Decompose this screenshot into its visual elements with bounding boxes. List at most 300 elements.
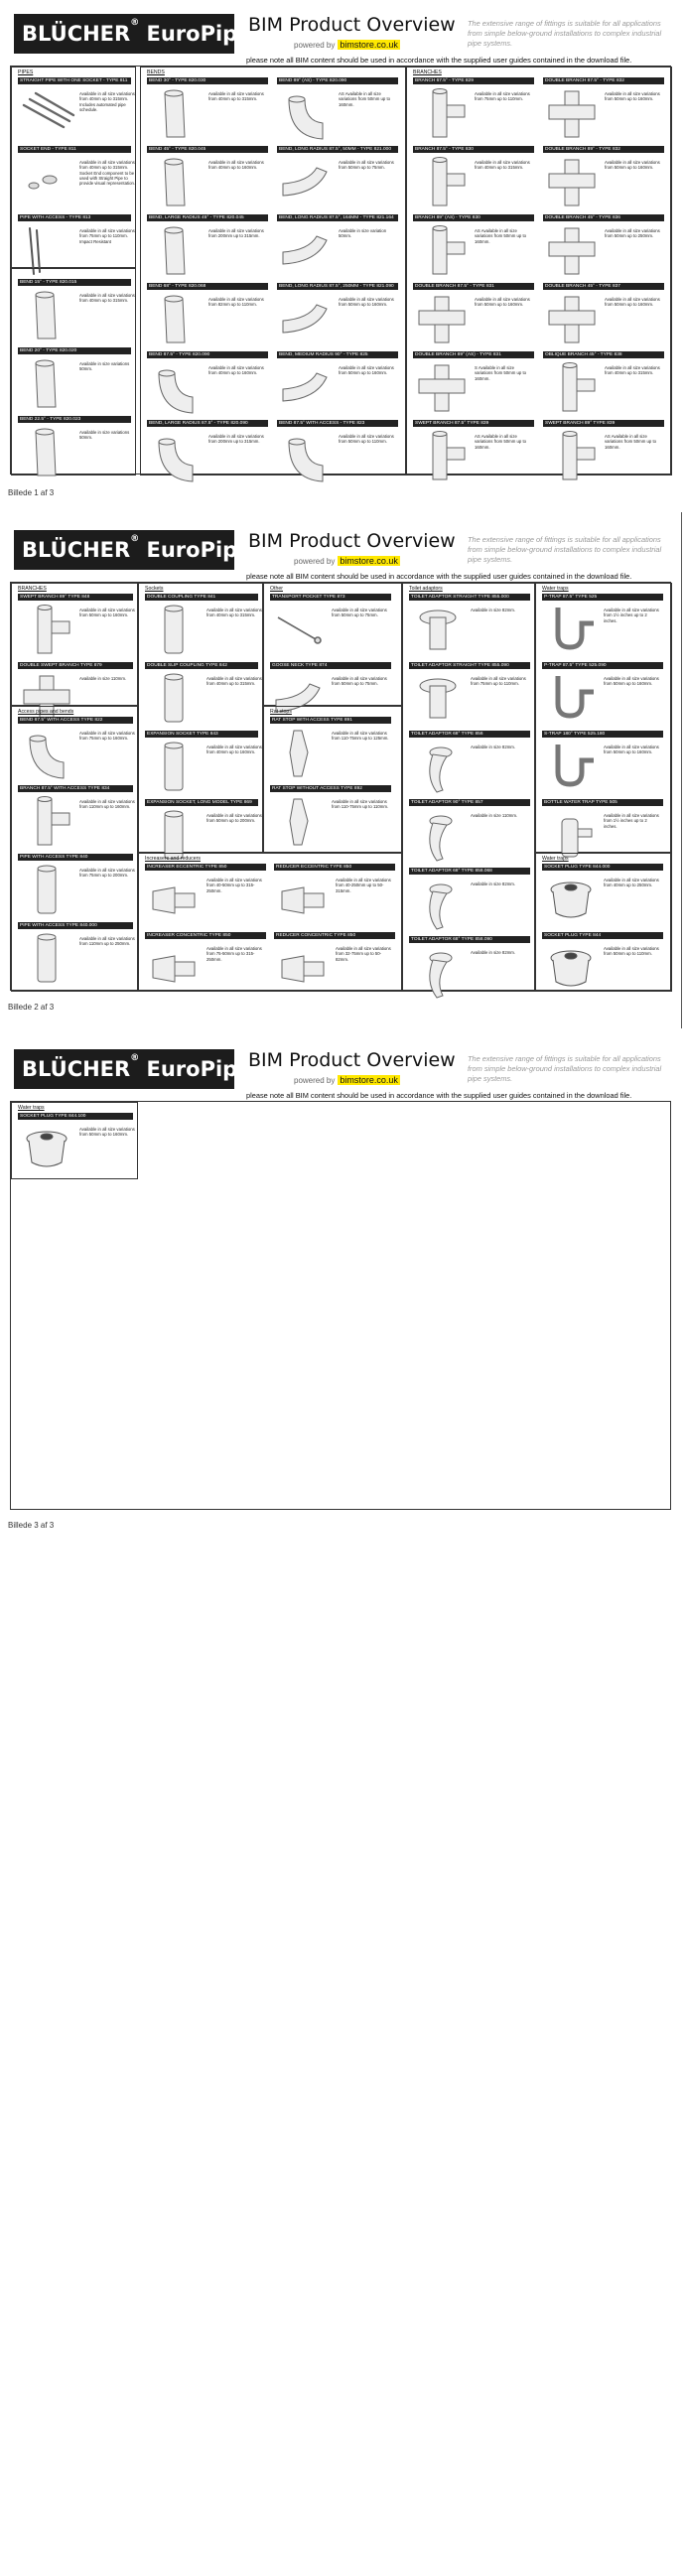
reducer-icon [147, 874, 203, 927]
product-item[interactable] [277, 214, 403, 280]
product-label: TOILET ADAPTOR STRAIGHT TYPE 855.000 [409, 594, 530, 601]
bend-icon [20, 357, 75, 411]
toilet-adaptor-icon [411, 672, 467, 726]
usage-note: please note all BIM content should be used in accordance with the supplied user guides contained in the download file. [246, 56, 632, 65]
product-item[interactable] [18, 854, 135, 919]
page-footer: Billede 3 af 3 [8, 1521, 55, 1530]
product-label: BEND 87.5° WITH ACCESS TYPE 822 [18, 717, 133, 724]
product-item[interactable] [543, 146, 669, 211]
product-description: Available in all size variations from 82mm up to 110mm. [208, 297, 264, 308]
usage-note: please note all BIM content should be used in accordance with the supplied user guides contained in the download file. [246, 572, 632, 581]
product-description: Available in all size variations from 50mm up to 160mm. [604, 745, 659, 755]
product-label: PIPE WITH ACCESS - TYPE 813 [18, 214, 131, 221]
product-label: BEND 22.5° - TYPE 820.023 [18, 416, 131, 423]
section-heading: Water traps [18, 1105, 45, 1111]
powered-by [294, 556, 400, 566]
product-description: Available in all size variations from 50mm up to 160mm. [79, 608, 135, 618]
socket-end-icon [20, 156, 75, 209]
reducer-icon [147, 942, 203, 996]
product-label: TOILET ADAPTOR 68° TYPE 856 [409, 731, 530, 738]
product-label: SWEPT BRANCH 89° TYPE 848 [18, 594, 133, 601]
socket-plug-icon [544, 874, 600, 927]
product-description: Available in size variations 50mm. [79, 430, 130, 441]
product-section [535, 853, 672, 992]
socket-plug-icon [20, 1123, 75, 1176]
product-label: SWEPT BRANCH 89° TYPE 839 [543, 420, 664, 427]
product-label: TOILET ADAPTOR 68° TYPE 858.068 [409, 868, 530, 875]
product-label: DOUBLE BRANCH 87.5° - TYPE 832 [543, 77, 664, 84]
product-item[interactable] [270, 717, 397, 782]
product-description: Available in size variation 50mm. [339, 228, 387, 239]
product-description: Available in size 110mm. [471, 813, 518, 818]
product-label: S-TRAP 180° TYPE 525.180 [542, 731, 663, 738]
product-grid [10, 66, 671, 475]
product-description: Available in all size variations from 75-50mm up to 315-250mm. [206, 946, 262, 962]
product-item[interactable] [145, 864, 270, 929]
product-item[interactable] [18, 717, 135, 782]
product-label: BOTTLE WATER TRAP TYPE 505 [542, 799, 663, 806]
product-label: DOUBLE BRANCH 45° - TYPE 837 [543, 283, 664, 290]
product-item[interactable] [542, 864, 669, 929]
product-description: Available in all size variations from 110-75mm up to 125mm. [332, 731, 389, 742]
product-label: TRANSPORT POCKET TYPE 873 [270, 594, 391, 601]
branch-icon [415, 430, 471, 483]
bend-icon [149, 293, 205, 346]
product-label: DOUBLE BRANCH 87.5° - TYPE 831 [413, 283, 534, 290]
section-heading: Toilet adaptors [409, 586, 443, 592]
product-description: AS Available in all size variations from 50mm up to 160mm. [339, 91, 391, 107]
product-item[interactable] [542, 731, 669, 796]
product-item[interactable] [277, 351, 403, 417]
product-label: BEND 15° - TYPE 820.015 [18, 279, 131, 286]
section-heading: Water traps [542, 586, 569, 592]
page-separator [681, 512, 682, 1028]
product-item[interactable] [145, 662, 260, 728]
product-item[interactable] [18, 922, 135, 988]
socket-icon [20, 932, 75, 986]
powered-by-label: powered by [294, 41, 336, 50]
product-description: Available in all size variations from 40mm up to 160mm. [208, 160, 264, 171]
long-bend-icon [279, 293, 335, 346]
product-item[interactable] [147, 420, 273, 485]
product-description: Available in all size variations from 75mm up to 110mm. [471, 676, 526, 687]
product-item[interactable] [145, 731, 260, 796]
bend-icon [149, 224, 205, 278]
product-item[interactable] [274, 932, 399, 998]
logo-product: EuroPipe [146, 22, 252, 46]
product-item[interactable] [277, 420, 403, 485]
product-description: AS Available in all size variations from 50mm up to 160mm. [605, 434, 657, 450]
product-item[interactable] [18, 594, 135, 659]
product-description: Available in all size variations from 50mm up to 160mm. [604, 676, 659, 687]
product-description: Available in all size variations from 50mm up to 75mm. [339, 160, 394, 171]
bimstore-logo[interactable]: bimstore.co.uk [340, 1075, 398, 1085]
product-label: DOUBLE BRANCH 89° - TYPE 832 [543, 146, 664, 153]
product-item[interactable] [543, 214, 669, 280]
product-description: Available in all size variations from 40mm up to 315mm. [208, 91, 264, 102]
product-label: DOUBLE SLIP COUPLING TYPE 842 [145, 662, 258, 669]
cross-icon [415, 361, 471, 415]
product-label: BRANCH 87.5° - TYPE 830 [413, 146, 534, 153]
product-label: RAT STOP WITHOUT ACCESS TYPE 892 [270, 785, 391, 792]
product-label: INCREASER CONCENTRIC TYPE 850 [145, 932, 266, 939]
page-title: BIM Product Overview [248, 14, 456, 36]
product-section [140, 67, 406, 475]
product-description: Available in all size variations from 40-50mm up to 315-250mm. [206, 878, 262, 893]
header-description: The extensive range of fittings is suitable for all applications from simple below-ground installations to complex industrial pipe systems. [468, 535, 662, 564]
product-item[interactable] [147, 351, 273, 417]
product-item[interactable] [277, 146, 403, 211]
cross-icon [545, 156, 601, 209]
logo-name: BLÜCHER [22, 22, 131, 46]
page-footer: Billede 2 af 3 [8, 1003, 55, 1012]
product-description: AS Available in all size variations from 50mm up to 160mm. [475, 228, 527, 244]
socket-icon [147, 741, 203, 794]
product-description: Available in size 82mm. [471, 881, 516, 886]
product-item[interactable] [18, 146, 136, 211]
product-description: Available in all size variations from 40mm up to 160mm. [206, 745, 262, 755]
cross-icon [545, 293, 601, 346]
product-label: BEND 68° - TYPE 820.068 [147, 283, 268, 290]
rat-stop-icon [272, 727, 328, 780]
powered-by [294, 1075, 400, 1085]
product-label: PIPE WITH ACCESS TYPE 840 [18, 854, 133, 861]
section-heading: Water traps [542, 856, 569, 862]
product-grid [10, 582, 671, 991]
logo-name: BLÜCHER [22, 538, 131, 562]
product-label: BRANCH 89° (AS) - TYPE 830 [413, 214, 534, 221]
logo-registered: ® [130, 1053, 140, 1063]
trap-icon [544, 672, 600, 726]
product-item[interactable] [277, 283, 403, 348]
product-description: Available in all size variations from 50mm up to 200mm. [206, 813, 262, 824]
product-item[interactable] [409, 594, 532, 659]
product-label: PIPE WITH ACCESS TYPE 840.000 [18, 922, 133, 929]
elbow-icon [149, 361, 205, 415]
header-description: The extensive range of fittings is suitable for all applications from simple below-ground installations to complex industrial pipe systems. [468, 19, 662, 48]
product-description: Available in all size variations from 1½ inches up to 2 inches. [604, 608, 659, 623]
product-label: BEND 87.5° - TYPE 820.090 [147, 351, 268, 358]
product-item[interactable] [543, 77, 669, 143]
product-description: Available in all size variations from 110-75mm up to 110mm. [332, 799, 389, 810]
toilet-bend-icon [411, 878, 467, 931]
product-description: Available in all size variations from 32-75mm up to 50-82mm. [336, 946, 391, 962]
transport-pocket-icon [272, 604, 328, 657]
section-heading: Sockets [145, 586, 164, 592]
cross-icon [415, 293, 471, 346]
branch-icon [20, 604, 75, 657]
product-section [11, 1102, 138, 1179]
product-section [406, 67, 672, 475]
product-section [11, 67, 136, 268]
rat-stop-icon [272, 795, 328, 849]
product-item[interactable] [409, 799, 532, 865]
product-label: GOOSE NECK TYPE 874 [270, 662, 391, 669]
product-item[interactable] [542, 662, 669, 728]
product-section [263, 583, 402, 706]
product-label: BEND, LARGE RADIUS 45° - TYPE 820.045 [147, 214, 268, 221]
product-item[interactable] [413, 420, 539, 485]
product-description: Available in all size variations from 1½ inches up to 2 inches. [604, 813, 659, 829]
product-item[interactable] [409, 868, 532, 933]
product-item[interactable] [270, 594, 397, 659]
powered-by-label: powered by [294, 557, 336, 566]
catalog-page [0, 0, 685, 508]
product-item[interactable] [409, 936, 532, 1002]
product-item[interactable] [18, 279, 133, 344]
product-label: P-TRAP 87.5° TYPE 525.090 [542, 662, 663, 669]
trap-icon [544, 604, 600, 657]
product-label: REDUCER ECCENTRIC TYPE 850 [274, 864, 395, 871]
socket-icon [147, 672, 203, 726]
product-section [263, 706, 402, 853]
product-description: Available in all size variations from 40mm up to 315mm. [475, 160, 530, 171]
branch-icon [20, 795, 75, 849]
reducer-icon [276, 874, 332, 927]
brand-logo [14, 1049, 252, 1089]
product-description: AS Available in all size variations from 50mm up to 160mm. [475, 434, 527, 450]
product-label: BEND 30° - TYPE 820.030 [147, 77, 268, 84]
product-item[interactable] [543, 283, 669, 348]
logo-registered: ® [130, 534, 140, 544]
product-description: Available in all size variations from 50mm up to 160mm. [475, 297, 530, 308]
product-item[interactable] [413, 146, 539, 211]
product-description: Available in all size variations from 110mm up to 160mm. [79, 799, 135, 810]
product-description: Available in all size variations from 50mm up to 160mm. [339, 365, 394, 376]
product-label: TOILET ADAPTOR 90° TYPE 857 [409, 799, 530, 806]
powered-by-label: powered by [294, 1076, 336, 1085]
product-label: DOUBLE SWEPT BRANCH TYPE 879 [18, 662, 133, 669]
product-description: Available in all size variations from 50mm up to 160mm. [605, 160, 660, 171]
cross-icon [545, 87, 601, 141]
product-item[interactable] [543, 351, 669, 417]
bend-icon [20, 289, 75, 342]
product-description: Available in all size variations from 200mm up to 315mm. [208, 434, 264, 445]
page-title: BIM Product Overview [248, 530, 456, 552]
trap-icon [544, 741, 600, 794]
section-heading: BRANCHES [18, 586, 47, 592]
toilet-bend-icon [411, 946, 467, 1000]
product-description: Available in all size variations from 50mm up to 160mm. [339, 297, 394, 308]
product-description: Available in size variations 50mm. [79, 361, 130, 372]
product-description: Available in all size variations from 50mm up to 110mm. [604, 946, 659, 957]
product-label: P-TRAP 87.5° TYPE 525 [542, 594, 663, 601]
product-description: Available in size 82mm. [471, 950, 516, 955]
straight-pipes-icon [20, 87, 75, 141]
product-label: BEND, LONG RADIUS 87.5°, 50MM - TYPE 821.000 [277, 146, 398, 153]
product-label: BEND 20° - TYPE 820.020 [18, 347, 131, 354]
product-item[interactable] [542, 594, 669, 659]
product-label: BEND, MEDIUM RADIUS 90° - TYPE 825 [277, 351, 398, 358]
product-item[interactable] [147, 77, 273, 143]
logo-product: EuroPipe [146, 538, 252, 562]
product-section [138, 583, 263, 853]
elbow-icon [149, 430, 205, 483]
product-item[interactable] [413, 283, 539, 348]
logo-name: BLÜCHER [22, 1057, 131, 1081]
section-heading: PIPES [18, 69, 34, 75]
long-bend-icon [279, 224, 335, 278]
brand-logo [14, 14, 252, 54]
branch-icon [415, 156, 471, 209]
product-label: STRAIGHT PIPE WITH ONE SOCKET - TYPE 811 [18, 77, 131, 84]
section-heading: Other [270, 586, 283, 592]
product-item[interactable] [147, 283, 273, 348]
product-description: Available in all size variations from 40mm up to 160mm. [208, 365, 264, 376]
product-description: Available in all size variations from 50mm up to 160mm. [605, 91, 660, 102]
bimstore-logo[interactable]: bimstore.co.uk [340, 40, 398, 50]
product-description: Available in size 82mm. [471, 608, 516, 612]
product-description: Available in all size variations from 40mm up to 315mm. [206, 608, 262, 618]
product-description: Available in all size variations from 40mm up to 315mm. Includes automated pipe schedule. [79, 91, 135, 112]
product-description: Available in all size variations from 75mm up to 200mm. [79, 868, 135, 879]
branch-icon [545, 361, 601, 415]
product-description: Available in all size variations from 40mm up to 315mm. Socket End component to be used with Straight Pipe to provide visual representation. [79, 160, 136, 187]
product-label: SOCKET PLUG TYPE 844 [542, 932, 663, 939]
product-description: Available in all size variations from 50mm up to 75mm. [332, 608, 387, 618]
product-description: Available in size 82mm. [471, 745, 516, 749]
product-description: Available in all size variations from 40mm up to 315mm. [605, 365, 660, 376]
product-label: SOCKET PLUG TYPE 844.000 [542, 864, 663, 871]
product-label: INCREASER ECCENTRIC TYPE 850 [145, 864, 266, 871]
page-footer: Billede 1 af 3 [8, 488, 55, 497]
product-item[interactable] [413, 351, 539, 417]
product-label: EXPANSION SOCKET TYPE 843 [145, 731, 258, 738]
product-description: Available in all size variations from 40mm up to 250mm. [604, 878, 659, 888]
product-item[interactable] [277, 77, 403, 143]
product-item[interactable] [413, 214, 539, 280]
product-label: BRANCH 87.5° WITH ACCESS TYPE 834 [18, 785, 133, 792]
product-item[interactable] [274, 864, 399, 929]
product-label: DOUBLE BRANCH 89° (AS) - TYPE 831 [413, 351, 534, 358]
product-section [11, 583, 138, 706]
product-label: TOILET ADAPTOR STRAIGHT TYPE 855.090 [409, 662, 530, 669]
product-description: Available in all size variations from 50mm up to 75mm. [332, 676, 387, 687]
product-label: EXPANSION SOCKET, LONG MODEL TYPE 869 [145, 799, 258, 806]
product-label: BEND 89° (AS) - TYPE 820.090 [277, 77, 398, 84]
branch-icon [415, 87, 471, 141]
product-section [11, 706, 138, 992]
product-description: S Available in all size variations from 50mm up to 160mm. [475, 365, 527, 381]
product-description: Available in all size variations from 50mm up to 250mm. [605, 228, 660, 239]
product-item[interactable] [147, 214, 273, 280]
section-heading: BENDS [147, 69, 165, 75]
section-heading: Access pipes and bends [18, 709, 74, 715]
product-label: BRANCH 67.5° - TYPE 829 [413, 77, 534, 84]
product-label: SWEPT BRANCH 87.5° TYPE 839 [413, 420, 534, 427]
product-description: Available in size 110mm. [79, 676, 127, 681]
catalog-page [0, 1035, 685, 2576]
product-description: Available in all size variations from 50mm up to 160mm. [605, 297, 660, 308]
product-item[interactable] [409, 662, 532, 728]
page-title: BIM Product Overview [248, 1049, 456, 1071]
product-item[interactable] [145, 932, 270, 998]
product-description: Available in all size variations from 50mm up to 110mm. [339, 434, 394, 445]
product-description: Available in all size variations from 50mm up to 160mm. [79, 1127, 135, 1138]
product-label: DOUBLE BRANCH 45° - TYPE 836 [543, 214, 664, 221]
product-item[interactable] [18, 785, 135, 851]
product-description: Available in all size variations from 75mm up to 110mm. [475, 91, 530, 102]
elbow-icon [279, 430, 335, 483]
product-section [11, 268, 136, 475]
product-description: Available in all size variations from 75mm up to 160mm. [79, 731, 135, 742]
product-item[interactable] [413, 77, 539, 143]
product-item[interactable] [18, 1113, 135, 1178]
product-label: BEND, LONG RADIUS 87.5°, 164MM - TYPE 821.164 [277, 214, 398, 221]
product-item[interactable] [18, 416, 133, 481]
reducer-icon [276, 942, 332, 996]
product-label: SOCKET END - TYPE 811 [18, 146, 131, 153]
product-label: SOCKET PLUG TYPE 844.100 [18, 1113, 133, 1120]
socket-icon [147, 604, 203, 657]
toilet-bend-icon [411, 809, 467, 863]
product-item[interactable] [18, 77, 133, 143]
product-section [402, 583, 535, 992]
toilet-bend-icon [411, 741, 467, 794]
product-description: Available in all size variations from 110mm up to 250mm. [79, 936, 135, 947]
product-item[interactable] [543, 420, 669, 485]
product-description: Available in all size variations from 40mm up to 315mm. [206, 676, 262, 687]
product-label: TOILET ADAPTOR 68° TYPE 858.090 [409, 936, 530, 943]
cross-icon [545, 224, 601, 278]
usage-note: please note all BIM content should be used in accordance with the supplied user guides contained in the download file. [246, 1091, 632, 1100]
brand-logo [14, 530, 252, 570]
section-heading: BRANCHES [413, 69, 442, 75]
product-label: DOUBLE COUPLING TYPE 841 [145, 594, 258, 601]
long-bend-icon [279, 361, 335, 415]
product-label: BEND 45° - TYPE 820.045 [147, 146, 268, 153]
product-description: Available in all size variations from 40-250mm up to 50-315mm. [336, 878, 391, 893]
bend-icon [149, 87, 205, 141]
product-item[interactable] [147, 146, 273, 211]
product-item[interactable] [145, 594, 260, 659]
product-label: OBLIQUE BRANCH 45° - TYPE 838 [543, 351, 664, 358]
product-label: REDUCER CONCENTRIC TYPE 850 [274, 932, 395, 939]
socket-plug-icon [544, 942, 600, 996]
product-description: Available in all size variations from 40mm up to 315mm. [79, 293, 135, 304]
product-label: BEND, LONG RADIUS 87.5°, 250MM - TYPE 821.090 [277, 283, 398, 290]
product-description: Available in all size variations from 200mm up to 315mm. [208, 228, 264, 239]
logo-product: EuroPipe [146, 1057, 252, 1081]
toilet-adaptor-icon [411, 604, 467, 657]
product-section [535, 583, 672, 853]
powered-by [294, 40, 400, 50]
section-heading: Increasers and reducers [145, 856, 201, 862]
logo-registered: ® [130, 18, 140, 28]
product-label: RAT STOP WITH ACCESS TYPE 891 [270, 717, 391, 724]
socket-icon [20, 864, 75, 917]
bimstore-logo[interactable]: bimstore.co.uk [340, 556, 398, 566]
product-section [138, 853, 402, 992]
product-item[interactable] [18, 347, 133, 413]
product-item[interactable] [270, 785, 397, 851]
elbow-icon [20, 727, 75, 780]
product-item[interactable] [409, 731, 532, 796]
product-item[interactable] [542, 932, 669, 998]
header-description: The extensive range of fittings is suitable for all applications from simple below-ground installations to complex industrial pipe systems. [468, 1054, 662, 1083]
long-bend-icon [279, 156, 335, 209]
section-heading: Rat stops [270, 709, 292, 715]
product-label: BEND 87.5° WITH ACCESS - TYPE 823 [277, 420, 398, 427]
bend-icon [20, 426, 75, 479]
product-label: BEND, LARGE RADIUS 87.5° - TYPE 820.090 [147, 420, 268, 427]
elbow-icon [279, 87, 335, 141]
bend-icon [149, 156, 205, 209]
branch-icon [545, 430, 601, 483]
branch-icon [415, 224, 471, 278]
product-grid [10, 1101, 671, 1510]
product-description: Available in all size variations from 75mm up to 110mm. Impact Resistant [79, 228, 135, 244]
